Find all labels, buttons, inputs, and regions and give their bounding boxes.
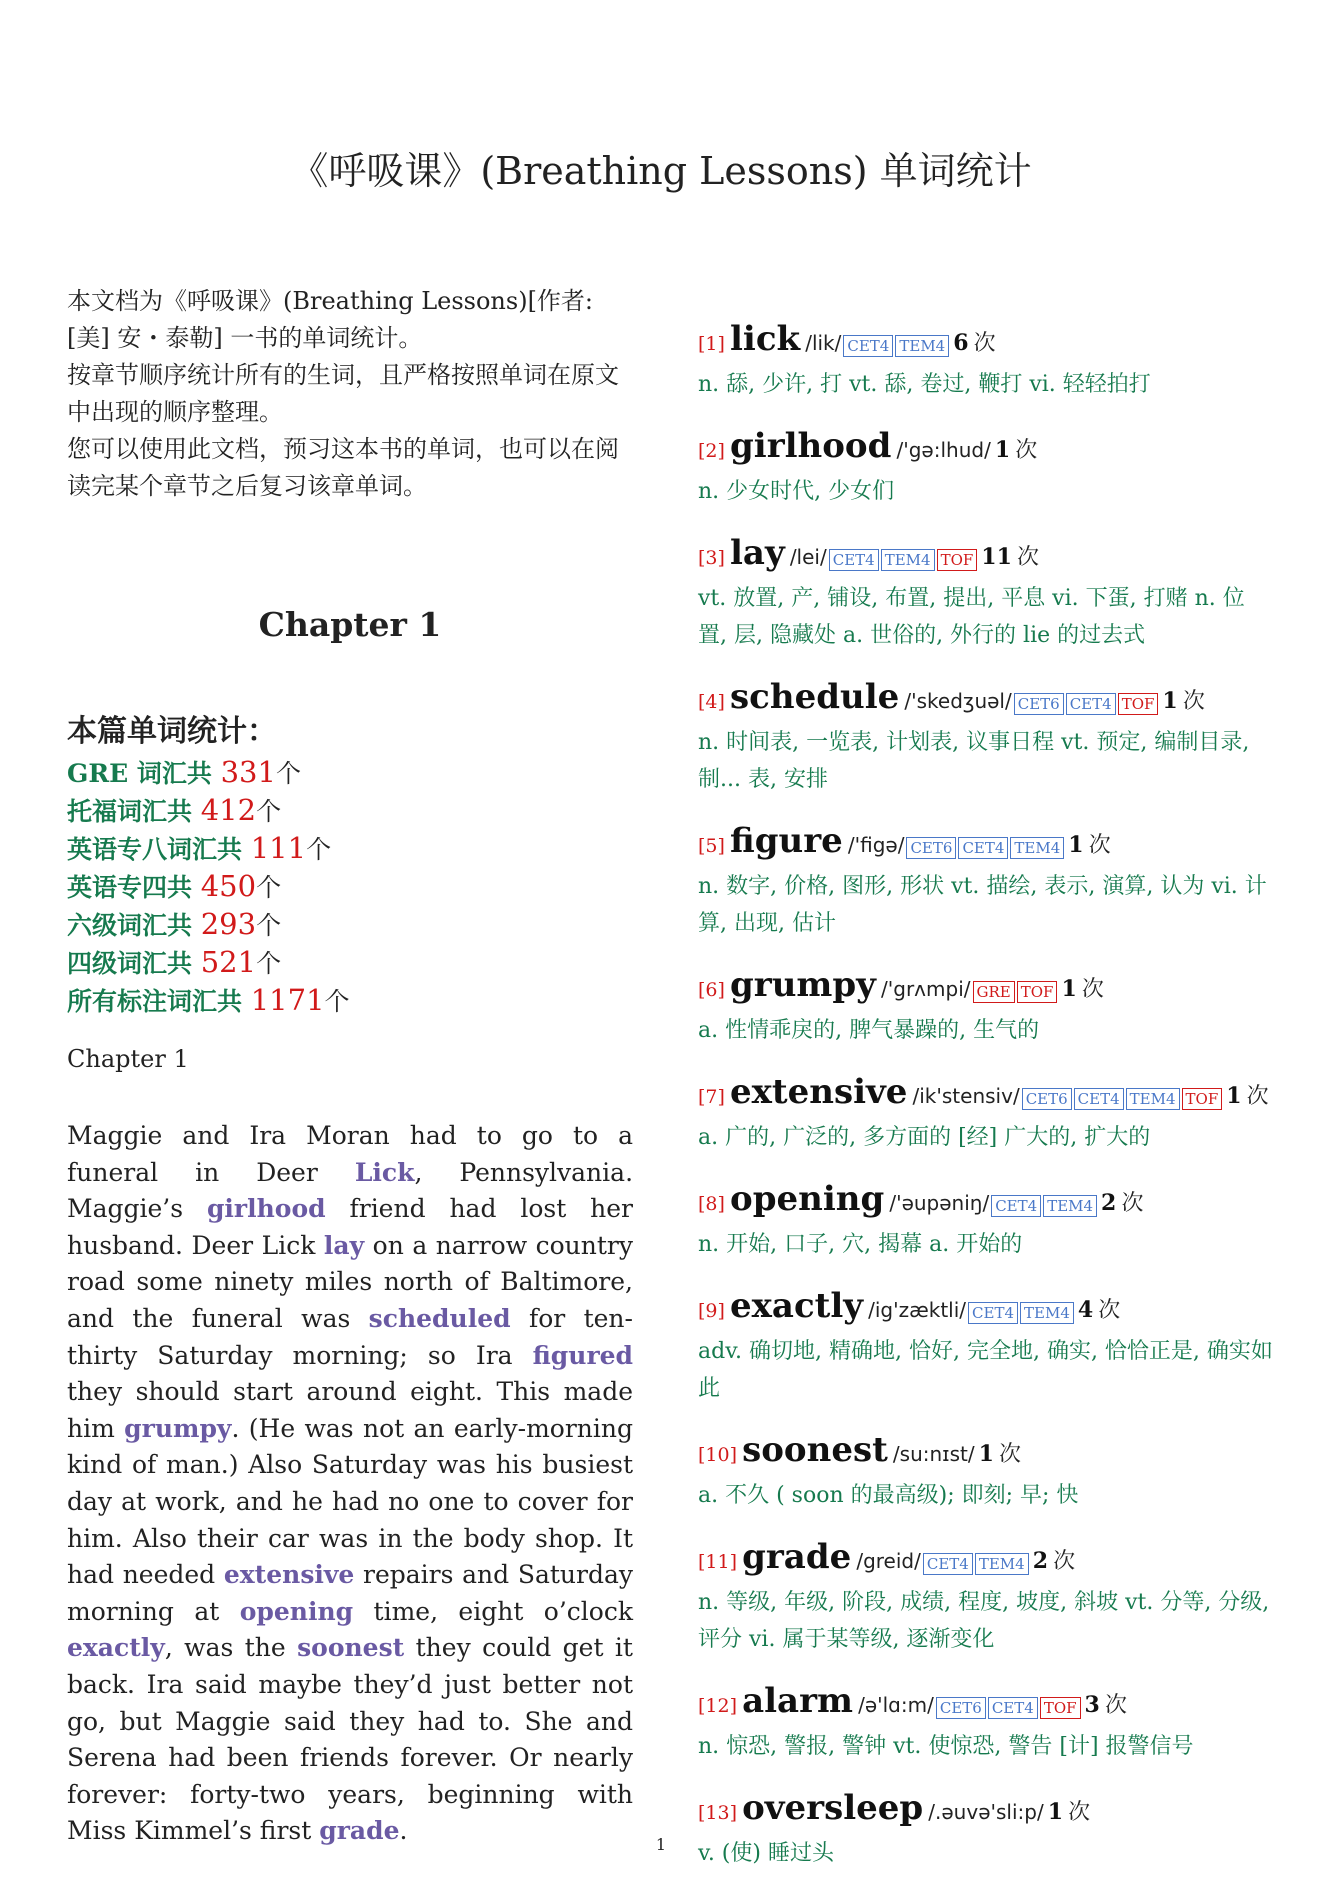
highlighted-word: grade bbox=[319, 1816, 400, 1846]
entry-header bbox=[698, 1787, 1273, 1835]
stat-unit: 个 bbox=[256, 949, 282, 978]
entry-index: [5] bbox=[698, 835, 725, 857]
intro-section bbox=[67, 283, 633, 505]
entry-index: [1] bbox=[698, 333, 725, 355]
highlighted-word: Lick bbox=[354, 1157, 415, 1187]
story-segment: Maggie and Ira Moran had to go to a funeral in Deer bbox=[67, 1121, 633, 1187]
story-segment: friend had lost her husband. Deer Lick bbox=[67, 1194, 633, 1260]
stat-unit: 个 bbox=[275, 759, 301, 788]
entry-phonetic: /ə'lɑ:m/ bbox=[858, 1693, 934, 1717]
entry-count: 4 bbox=[1077, 1297, 1094, 1323]
entry-index: [13] bbox=[698, 1802, 738, 1824]
entry-word: exactly bbox=[730, 1286, 864, 1326]
entry-phonetic: /greid/ bbox=[856, 1549, 921, 1573]
entry-header bbox=[698, 1429, 1273, 1477]
intro-text bbox=[67, 283, 633, 505]
entry-definition: v. (使) 睡过头 bbox=[698, 1841, 834, 1866]
count-suffix: 次 bbox=[973, 331, 996, 356]
stat-line bbox=[67, 792, 633, 830]
vocab-entry bbox=[698, 1536, 1273, 1658]
entry-count: 3 bbox=[1084, 1692, 1100, 1718]
highlighted-word: lay bbox=[323, 1230, 365, 1260]
entry-count: 1 bbox=[1068, 832, 1084, 858]
level-tag: CET4 bbox=[1066, 693, 1116, 715]
entry-index: [3] bbox=[698, 547, 725, 569]
vocab-entry bbox=[698, 820, 1273, 942]
entry-header bbox=[698, 1285, 1273, 1333]
entry-word: grumpy bbox=[730, 965, 876, 1005]
entry-phonetic: /'skedʒuəl/ bbox=[904, 689, 1012, 713]
document-title: 《呼吸课》(Breathing Lessons) 单词统计 bbox=[290, 149, 1032, 193]
level-tag: TEM4 bbox=[1126, 1088, 1180, 1110]
entry-phonetic: /'figə/ bbox=[847, 833, 905, 857]
intro-paragraph: 您可以使用此文档，预习这本书的单词，也可以在阅读完某个章节之后复习该章单词。 bbox=[67, 435, 619, 500]
level-tag: TOF bbox=[937, 549, 978, 571]
level-tag: TOF bbox=[1182, 1088, 1223, 1110]
highlighted-word: figured bbox=[532, 1340, 633, 1370]
stats-title: 本篇单词统计： bbox=[67, 714, 277, 749]
entry-index: [4] bbox=[698, 691, 725, 713]
entry-word: lay bbox=[730, 533, 785, 573]
intro-paragraph: 本文档为《呼吸课》(Breathing Lessons)[作者: [美] 安・泰勒] 一书的单词统计。 bbox=[67, 287, 594, 352]
story-segment: for ten-thirty Saturday morning; so Ira bbox=[67, 1303, 633, 1370]
entry-definition: n. 舔, 少许, 打 vt. 舔, 卷过, 鞭打 vi. 轻轻拍打 bbox=[698, 372, 1151, 397]
count-suffix: 次 bbox=[1182, 689, 1205, 714]
entry-word: lick bbox=[730, 319, 801, 359]
entry-count: 1 bbox=[1047, 1799, 1064, 1825]
level-tag: CET6 bbox=[936, 1697, 986, 1719]
entry-definition: n. 数字, 价格, 图形, 形状 vt. 描绘, 表示, 演算, 认为 vi. 计算, 出现, 估计 bbox=[698, 874, 1267, 936]
level-tag: TEM4 bbox=[1043, 1195, 1097, 1217]
entry-header bbox=[698, 425, 1273, 473]
entry-definition: a. 不久 ( soon 的最高级); 即刻; 早; 快 bbox=[698, 1483, 1079, 1508]
level-tag: TEM4 bbox=[1020, 1302, 1074, 1324]
count-suffix: 次 bbox=[1088, 833, 1111, 858]
level-tag: CET4 bbox=[843, 335, 893, 357]
entry-header bbox=[698, 532, 1273, 580]
entry-count: 1 bbox=[1226, 1083, 1242, 1109]
entry-definition: n. 开始, 口子, 穴, 揭幕 a. 开始的 bbox=[698, 1232, 1023, 1257]
entry-word: girlhood bbox=[730, 426, 892, 466]
entry-word: oversleep bbox=[742, 1788, 924, 1828]
story-segment: on a narrow country road some ninety miles north of Baltimore, and the funeral was bbox=[67, 1230, 633, 1333]
count-suffix: 次 bbox=[1068, 1800, 1091, 1825]
stat-label: 所有标注词汇共 bbox=[67, 987, 251, 1016]
entry-index: [8] bbox=[698, 1193, 725, 1215]
stat-label: GRE 词汇共 bbox=[67, 759, 221, 788]
story-segment: , Pennsylvania. Maggie’s bbox=[67, 1157, 634, 1224]
stat-line bbox=[67, 868, 633, 906]
stat-count: 450 bbox=[200, 869, 257, 903]
intro-paragraph: 按章节顺序统计所有的生词，且严格按照单词在原文中出现的顺序整理。 bbox=[67, 361, 619, 426]
entry-count: 1 bbox=[1162, 688, 1178, 714]
highlighted-word: exactly bbox=[67, 1633, 165, 1663]
vocab-entry bbox=[698, 676, 1273, 798]
stat-line bbox=[67, 906, 633, 944]
entry-index: [7] bbox=[698, 1086, 725, 1108]
stats-lines bbox=[67, 754, 633, 1020]
vocab-entry bbox=[698, 1071, 1273, 1156]
chapter-heading: Chapter 1 bbox=[258, 605, 442, 644]
count-suffix: 次 bbox=[1081, 977, 1104, 1002]
entry-definition: a. 广的, 广泛的, 多方面的 [经] 广大的, 扩大的 bbox=[698, 1125, 1151, 1150]
stat-line bbox=[67, 944, 633, 982]
level-tag: CET4 bbox=[988, 1697, 1038, 1719]
level-tag: CET4 bbox=[958, 837, 1008, 859]
stat-count: 331 bbox=[220, 755, 276, 789]
stat-count: 521 bbox=[200, 945, 257, 979]
stat-line bbox=[67, 754, 633, 792]
entry-definition: n. 少女时代, 少女们 bbox=[698, 479, 895, 504]
level-tag: TEM4 bbox=[1010, 837, 1064, 859]
entry-header bbox=[698, 964, 1273, 1012]
count-suffix: 次 bbox=[999, 1442, 1022, 1467]
entry-count: 2 bbox=[1032, 1548, 1048, 1574]
story-segment: they should start around eight. This made him bbox=[67, 1377, 633, 1443]
entry-word: opening bbox=[730, 1179, 885, 1219]
vocab-entry bbox=[698, 1429, 1273, 1514]
level-tag: CET6 bbox=[1022, 1088, 1072, 1110]
vocab-entry bbox=[698, 1178, 1273, 1263]
entry-header bbox=[698, 1178, 1273, 1226]
highlighted-word: grumpy bbox=[124, 1413, 232, 1443]
level-tag: TEM4 bbox=[975, 1553, 1029, 1575]
entry-header bbox=[698, 1536, 1273, 1584]
entry-word: schedule bbox=[730, 677, 900, 717]
entry-word: soonest bbox=[742, 1430, 888, 1470]
page-number: 1 bbox=[655, 1835, 667, 1854]
entry-index: [12] bbox=[698, 1695, 738, 1717]
entry-phonetic: /'gə:lhud/ bbox=[896, 438, 991, 462]
story-segment: they could get it back. Ira said maybe they’d just better not go, but Maggie said they had to. She and Serena had been friends forever. Or nearly forever: forty-two years, beginning with Miss Kimmel’s first bbox=[67, 1633, 633, 1846]
entry-phonetic: /lik/ bbox=[805, 331, 842, 355]
highlighted-word: girlhood bbox=[206, 1194, 326, 1224]
level-tag: TOF bbox=[1040, 1697, 1081, 1719]
entry-header bbox=[698, 820, 1273, 868]
entry-word: alarm bbox=[742, 1681, 853, 1721]
stat-line bbox=[67, 982, 633, 1020]
level-tag: CET4 bbox=[968, 1302, 1018, 1324]
level-tag: CET4 bbox=[923, 1553, 973, 1575]
story-segment: time, eight o’clock bbox=[353, 1596, 633, 1626]
count-suffix: 次 bbox=[1017, 545, 1040, 570]
entry-index: [10] bbox=[698, 1444, 738, 1466]
entry-header bbox=[698, 1680, 1273, 1728]
stat-line bbox=[67, 830, 633, 868]
entry-phonetic: /'əupəniŋ/ bbox=[889, 1191, 990, 1215]
entry-index: [9] bbox=[698, 1300, 725, 1322]
entry-index: [6] bbox=[698, 979, 725, 1001]
chapter-label: Chapter 1 bbox=[67, 1045, 189, 1073]
vocab-entry bbox=[698, 1787, 1273, 1872]
entry-count: 1 bbox=[994, 437, 1011, 463]
stat-unit: 个 bbox=[256, 797, 282, 826]
entry-header bbox=[698, 676, 1273, 724]
level-tag: CET6 bbox=[1014, 693, 1064, 715]
stat-count: 111 bbox=[250, 831, 307, 865]
story-segment: repairs and Saturday morning at bbox=[67, 1560, 633, 1626]
entry-header bbox=[698, 318, 1273, 366]
entry-index: [2] bbox=[698, 440, 725, 462]
story-text bbox=[67, 1118, 633, 1850]
story-segment: , was the bbox=[164, 1633, 298, 1663]
word-list bbox=[698, 318, 1273, 1894]
entry-header bbox=[698, 1071, 1273, 1119]
level-tag: TEM4 bbox=[881, 549, 935, 571]
entry-phonetic: /su:nɪst/ bbox=[892, 1442, 975, 1466]
entry-count: 1 bbox=[978, 1441, 994, 1467]
level-tag: CET6 bbox=[906, 837, 956, 859]
count-suffix: 次 bbox=[1098, 1298, 1121, 1323]
entry-phonetic: /'grʌmpi/ bbox=[881, 977, 971, 1001]
entry-phonetic: /lei/ bbox=[789, 545, 827, 569]
count-suffix: 次 bbox=[1104, 1693, 1127, 1718]
entry-count: 2 bbox=[1101, 1190, 1117, 1216]
entry-definition: n. 等级, 年级, 阶段, 成绩, 程度, 坡度, 斜坡 vt. 分等, 分级, 评分 vi. 属于某等级, 逐渐变化 bbox=[698, 1590, 1270, 1652]
stat-label: 英语专八词汇共 bbox=[67, 835, 251, 864]
level-tag: CET4 bbox=[829, 549, 879, 571]
entry-phonetic: /ig'zæktli/ bbox=[868, 1298, 967, 1322]
level-tag: GRE bbox=[973, 981, 1015, 1003]
level-tag: TOF bbox=[1118, 693, 1159, 715]
stat-label: 四级词汇共 bbox=[67, 949, 201, 978]
count-suffix: 次 bbox=[1015, 438, 1038, 463]
stat-label: 六级词汇共 bbox=[67, 911, 201, 940]
entry-word: grade bbox=[742, 1537, 852, 1577]
count-suffix: 次 bbox=[1246, 1084, 1269, 1109]
entry-count: 6 bbox=[953, 330, 969, 356]
highlighted-word: scheduled bbox=[368, 1303, 511, 1333]
vocab-entry bbox=[698, 964, 1273, 1049]
entry-phonetic: /.əuvə'sli:p/ bbox=[928, 1800, 1044, 1824]
highlighted-word: extensive bbox=[223, 1560, 355, 1590]
vocab-entry bbox=[698, 1680, 1273, 1765]
level-tag: CET4 bbox=[991, 1195, 1041, 1217]
vocab-entry bbox=[698, 532, 1273, 654]
entry-count: 1 bbox=[1061, 976, 1077, 1002]
story-segment: . (He was not an early-morning kind of man.) Also Saturday was his busiest day at work, and he had no one to cover for him. Also their car was in the body shop. It had needed bbox=[67, 1413, 634, 1590]
stat-count: 293 bbox=[200, 907, 257, 941]
highlighted-word: opening bbox=[239, 1596, 354, 1626]
entry-definition: n. 时间表, 一览表, 计划表, 议事日程 vt. 预定, 编制目录, 制... 表, 安排 bbox=[698, 730, 1250, 792]
stat-label: 英语专四共 bbox=[67, 873, 201, 902]
stat-count: 412 bbox=[200, 793, 257, 827]
entry-index: [11] bbox=[698, 1551, 738, 1573]
stat-unit: 个 bbox=[306, 835, 332, 864]
entry-word: figure bbox=[730, 821, 843, 861]
stat-label: 托福词汇共 bbox=[67, 797, 201, 826]
entry-definition: adv. 确切地, 精确地, 恰好, 完全地, 确实, 恰恰正是, 确实如此 bbox=[698, 1339, 1273, 1401]
count-suffix: 次 bbox=[1053, 1549, 1076, 1574]
stat-unit: 个 bbox=[324, 987, 350, 1016]
stat-unit: 个 bbox=[256, 911, 282, 940]
stat-count: 1171 bbox=[250, 983, 325, 1017]
vocab-entry bbox=[698, 318, 1273, 403]
entry-count: 11 bbox=[981, 544, 1012, 570]
entry-definition: vt. 放置, 产, 铺设, 布置, 提出, 平息 vi. 下蛋, 打赌 n. 位置, 层, 隐藏处 a. 世俗的, 外行的 lie 的过去式 bbox=[698, 586, 1245, 648]
level-tag: TOF bbox=[1017, 981, 1058, 1003]
highlighted-word: soonest bbox=[297, 1633, 405, 1663]
level-tag: CET4 bbox=[1074, 1088, 1124, 1110]
vocab-entry bbox=[698, 1285, 1273, 1407]
entry-phonetic: /ik'stensiv/ bbox=[912, 1084, 1020, 1108]
entry-word: extensive bbox=[730, 1072, 908, 1112]
stat-unit: 个 bbox=[256, 873, 282, 902]
entry-definition: a. 性情乖戾的, 脾气暴躁的, 生气的 bbox=[698, 1018, 1040, 1043]
story-segment: . bbox=[399, 1816, 408, 1846]
count-suffix: 次 bbox=[1121, 1191, 1144, 1216]
vocab-entry bbox=[698, 425, 1273, 510]
level-tag: TEM4 bbox=[895, 335, 949, 357]
vocab-stats bbox=[67, 710, 633, 1020]
entry-definition: n. 惊恐, 警报, 警钟 vt. 使惊恐, 警告 [计] 报警信号 bbox=[698, 1734, 1194, 1759]
